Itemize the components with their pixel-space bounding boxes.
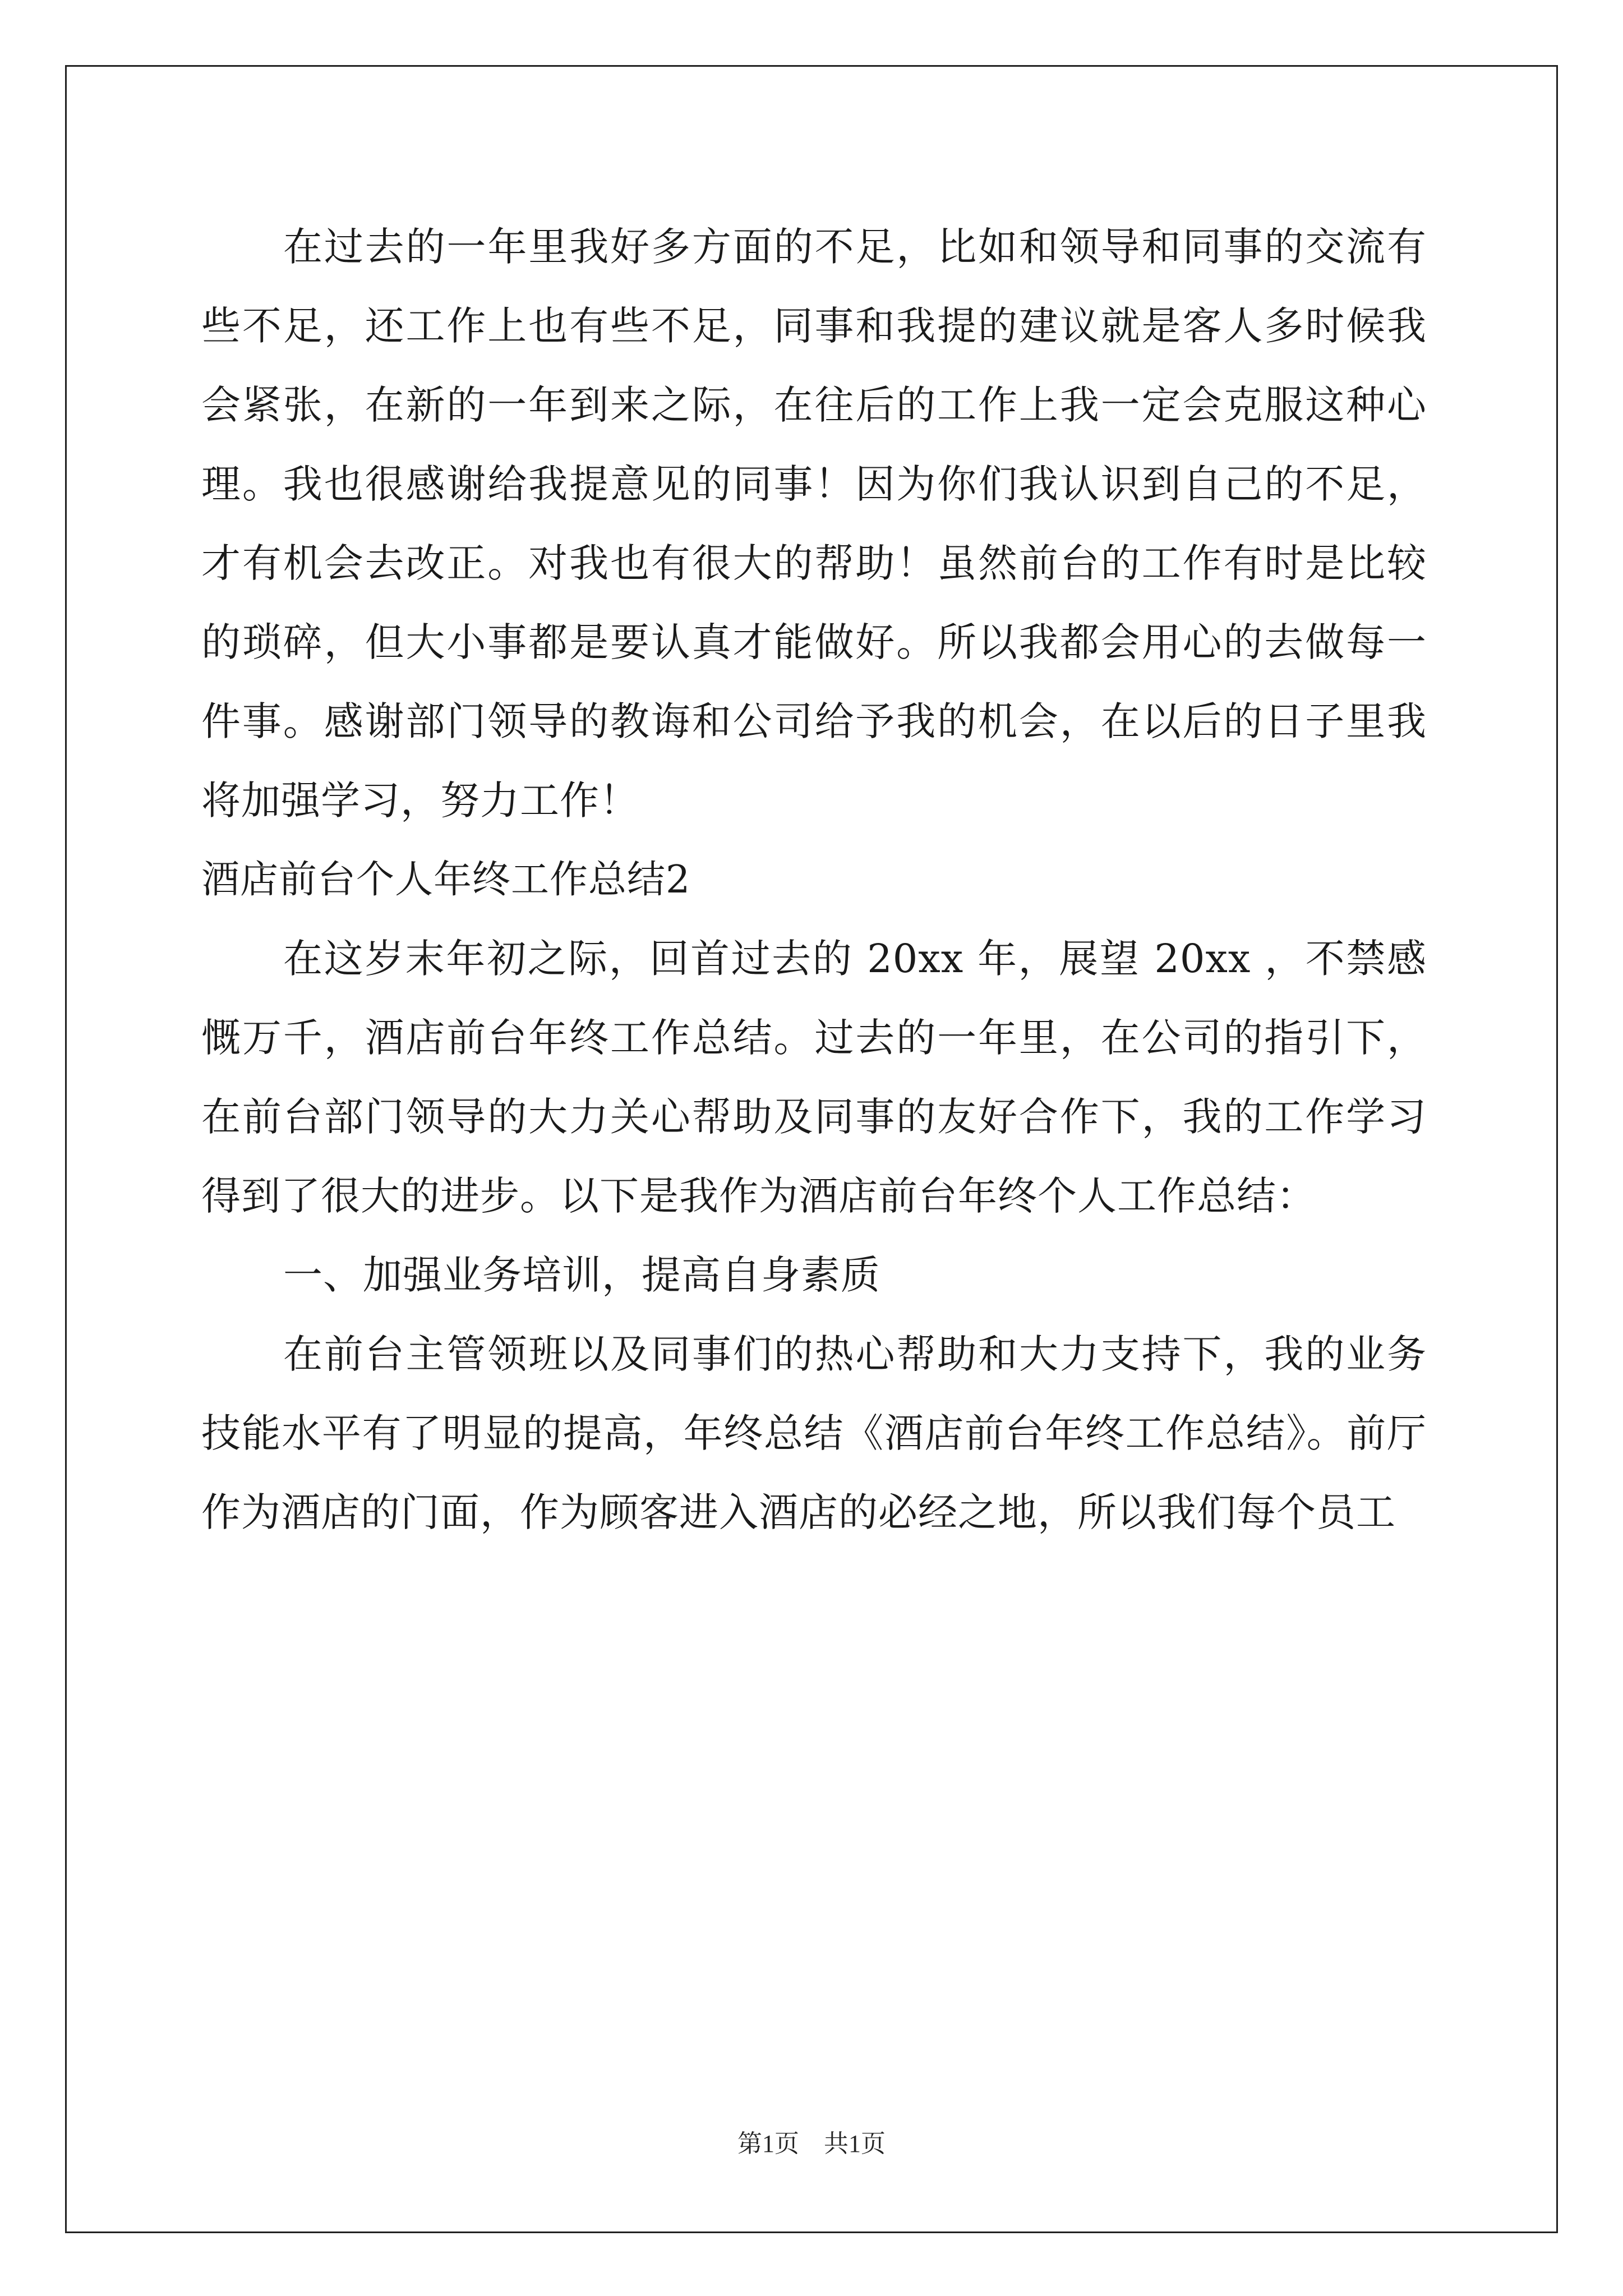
page-footer: 第1页 共1页 bbox=[737, 2130, 886, 2157]
paragraph-intro: 在这岁末年初之际，回首过去的 20xx 年，展望 20xx ，不禁感慨万千，酒店前台年终工作总结。过去的一年里，在公司的指引下，在前台部门领导的大力关心帮助及同事的友好合作下，我的工作学习得到了很大的进步。以下是我作为酒店前台年终个人工作总结： bbox=[201, 936, 1427, 1219]
paragraph-training: 在前台主管领班以及同事们的热心帮助和大力支持下，我的业务技能水平有了明显的提高，年终总结《酒店前台年终工作总结》。前厅作为酒店的门面，作为顾客进入酒店的必经之地，所以我们每个员工 bbox=[201, 1331, 1427, 1535]
paragraph-shortcomings: 在过去的一年里我好多方面的不足，比如和领导和同事的交流有些不足，还工作上也有些不足，同事和我提的建议就是客人多时候我会紧张，在新的一年到来之际，在往后的工作上我一定会克服这种心理。我也很感谢给我提意见的同事！因为你们我认识到自己的不足，才有机会去改正。对我也有很大的帮助！虽然前台的工作有时是比较的琐碎，但大小事都是要认真才能做好。所以我都会用心的去做每一件事。感谢部门领导的教诲和公司给予我的机会，在以后的日子里我将加强学习，努力工作！ bbox=[201, 224, 1427, 823]
subheading-training: 一、加强业务培训，提高自身素质 bbox=[283, 1252, 880, 1298]
document-body bbox=[201, 208, 1427, 1552]
section-heading-2: 酒店前台个人年终工作总结2 bbox=[201, 858, 691, 902]
